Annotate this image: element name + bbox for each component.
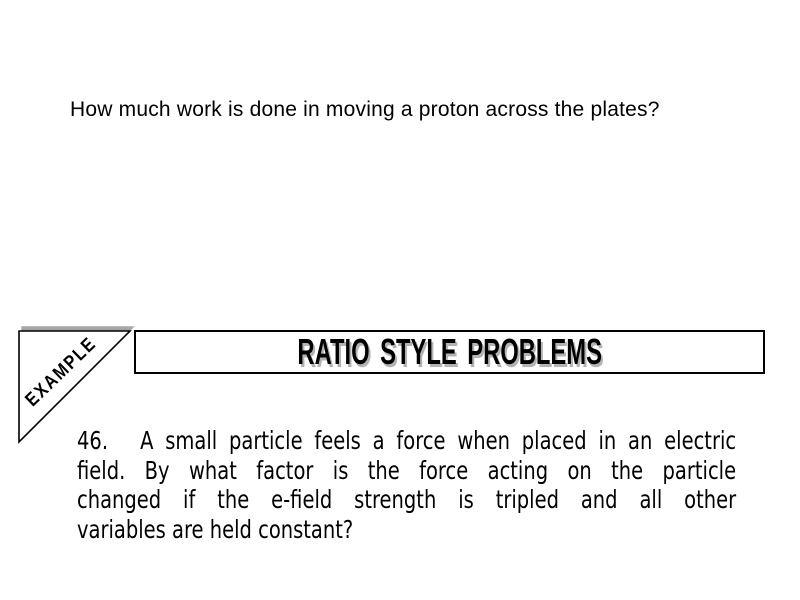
ratio-title-box [134,330,765,374]
problem-line-4: variables are held constant? [77,514,354,544]
question-text: How much work is done in moving a proton across the plates? [70,98,660,121]
problem-number: 46. [77,426,109,455]
problem-line-1 [77,426,736,456]
example-label: EXAMPLE [20,332,101,411]
ratio-title: RATIO STYLE PROBLEMS [297,331,602,372]
problem-line-1-text: A small particle feels a force when placed in an electric [140,426,737,455]
problem-paragraph [77,426,736,544]
problem-line-2: field. By what factor is the force acting on the particle [77,455,737,485]
problem-line-3: changed if the e-field strength is tripled and all other [77,485,737,515]
